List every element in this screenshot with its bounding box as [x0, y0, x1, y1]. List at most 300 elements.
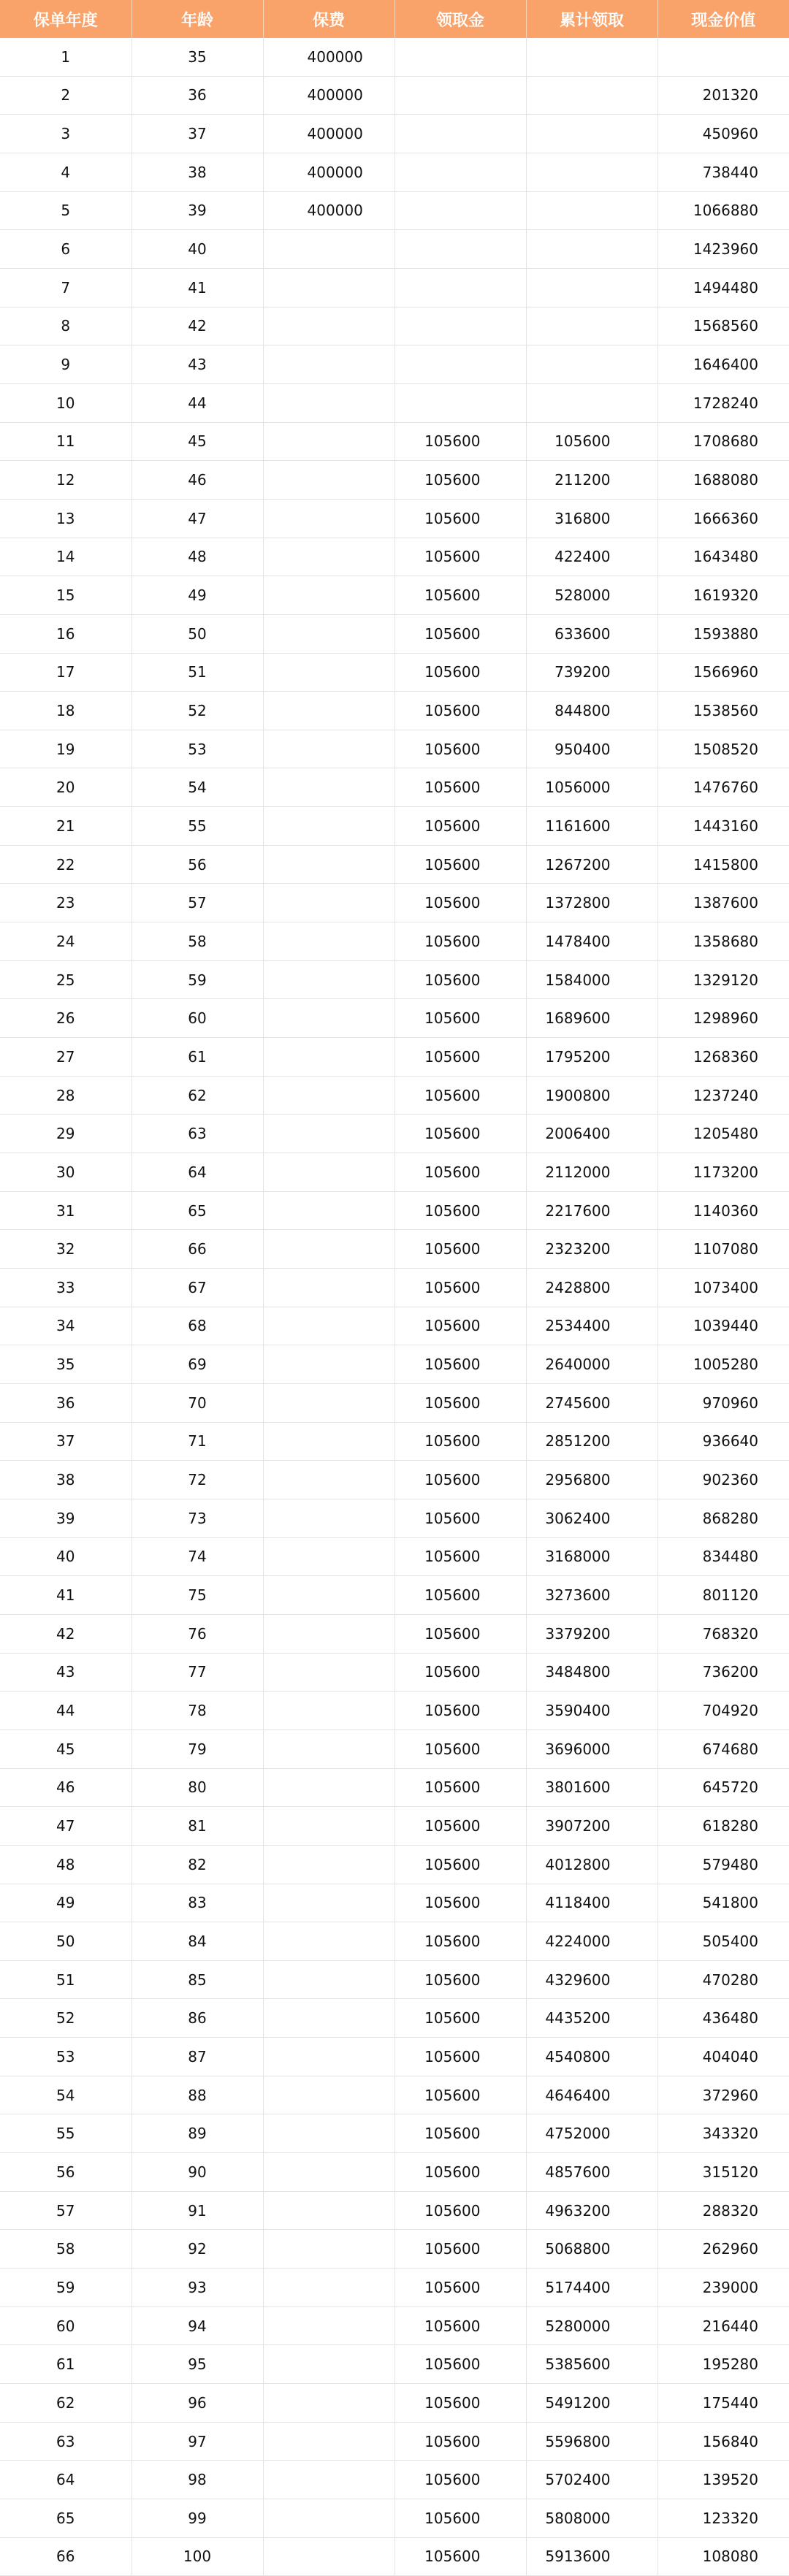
cell-annual-payout: [394, 191, 526, 230]
cell-cumulative-payout: 4224000: [526, 1922, 658, 1961]
cell-annual-payout: 105600: [394, 1230, 526, 1269]
cell-policy-year: 31: [0, 1191, 132, 1230]
cell-cumulative-payout: 3907200: [526, 1807, 658, 1846]
cell-policy-year: 9: [0, 345, 132, 384]
cell-policy-year: 60: [0, 2306, 132, 2345]
cell-cash-value: 1508520: [658, 730, 789, 768]
cell-policy-year: 66: [0, 2537, 132, 2576]
cell-policy-year: 1: [0, 38, 132, 76]
cell-cash-value: 239000: [658, 2269, 789, 2307]
cell-cumulative-payout: 422400: [526, 538, 658, 576]
cell-cash-value: 195280: [658, 2345, 789, 2384]
cell-annual-payout: [394, 345, 526, 384]
cell-cumulative-payout: [526, 153, 658, 191]
table-row: [0, 730, 789, 768]
table-row: [0, 2384, 789, 2423]
cell-annual-payout: 105600: [394, 1345, 526, 1384]
table-row: [0, 576, 789, 615]
cell-cash-value: 436480: [658, 1999, 789, 2038]
cell-cash-value: 1140360: [658, 1191, 789, 1230]
cell-cash-value: 1329120: [658, 960, 789, 999]
cell-age: 56: [132, 845, 263, 884]
table-row: [0, 230, 789, 269]
cell-cumulative-payout: 2745600: [526, 1383, 658, 1422]
cell-premium: [263, 1038, 394, 1077]
header-row: [0, 0, 789, 38]
cell-annual-payout: 105600: [394, 1768, 526, 1807]
cell-policy-year: 6: [0, 230, 132, 269]
cell-annual-payout: 105600: [394, 999, 526, 1038]
table-row: [0, 538, 789, 576]
header-annual-payout: 领取金: [394, 0, 526, 38]
cell-cumulative-payout: 5280000: [526, 2306, 658, 2345]
cell-policy-year: 37: [0, 1422, 132, 1461]
cell-cash-value: 372960: [658, 2076, 789, 2114]
cell-annual-payout: 105600: [394, 1461, 526, 1499]
cell-cash-value: 108080: [658, 2537, 789, 2576]
cell-cumulative-payout: [526, 268, 658, 307]
cell-premium: [263, 653, 394, 692]
cell-annual-payout: 105600: [394, 538, 526, 576]
table-row: [0, 268, 789, 307]
cell-cumulative-payout: 3062400: [526, 1499, 658, 1537]
cell-annual-payout: 105600: [394, 1153, 526, 1192]
cell-age: 54: [132, 768, 263, 807]
cell-premium: [263, 2191, 394, 2230]
cell-policy-year: 33: [0, 1269, 132, 1307]
cell-premium: [263, 2422, 394, 2461]
cell-cash-value: 1688080: [658, 461, 789, 500]
table-row: [0, 2191, 789, 2230]
cell-cumulative-payout: 3273600: [526, 1576, 658, 1615]
cell-cumulative-payout: 1267200: [526, 845, 658, 884]
cell-age: 39: [132, 191, 263, 230]
cell-age: 65: [132, 1191, 263, 1230]
cell-cash-value: 1728240: [658, 383, 789, 422]
table-row: [0, 1537, 789, 1576]
cell-age: 58: [132, 922, 263, 961]
cell-cash-value: 1358680: [658, 922, 789, 961]
cell-age: 99: [132, 2499, 263, 2538]
cell-cash-value: 123320: [658, 2499, 789, 2538]
cell-age: 45: [132, 422, 263, 461]
cell-age: 93: [132, 2269, 263, 2307]
table-row: [0, 2306, 789, 2345]
cell-policy-year: 23: [0, 884, 132, 922]
cell-cash-value: 1173200: [658, 1153, 789, 1192]
header-age: 年龄: [132, 0, 263, 38]
table-row: [0, 845, 789, 884]
cell-annual-payout: 105600: [394, 2345, 526, 2384]
cell-annual-payout: 105600: [394, 922, 526, 961]
cell-policy-year: 65: [0, 2499, 132, 2538]
cell-age: 52: [132, 692, 263, 730]
cell-annual-payout: 105600: [394, 2114, 526, 2153]
cell-cumulative-payout: 105600: [526, 422, 658, 461]
cell-annual-payout: 105600: [394, 2384, 526, 2423]
cell-cumulative-payout: 3168000: [526, 1537, 658, 1576]
table-row: [0, 38, 789, 76]
cell-age: 51: [132, 653, 263, 692]
cell-annual-payout: 105600: [394, 1884, 526, 1922]
cell-annual-payout: 105600: [394, 1807, 526, 1846]
cell-cumulative-payout: 2640000: [526, 1345, 658, 1384]
cell-annual-payout: 105600: [394, 1422, 526, 1461]
table-row: [0, 692, 789, 730]
cell-policy-year: 4: [0, 153, 132, 191]
cell-policy-year: 43: [0, 1653, 132, 1692]
table-row: [0, 1461, 789, 1499]
cell-cumulative-payout: [526, 191, 658, 230]
cell-age: 35: [132, 38, 263, 76]
cell-cumulative-payout: 5702400: [526, 2461, 658, 2499]
cell-policy-year: 64: [0, 2461, 132, 2499]
cell-cumulative-payout: 3590400: [526, 1692, 658, 1730]
cell-premium: [263, 1269, 394, 1307]
cell-annual-payout: 105600: [394, 1115, 526, 1153]
cell-annual-payout: 105600: [394, 2153, 526, 2192]
cell-cumulative-payout: 950400: [526, 730, 658, 768]
cell-cash-value: 768320: [658, 1614, 789, 1653]
table-row: [0, 115, 789, 153]
cell-premium: [263, 2038, 394, 2076]
cell-cumulative-payout: [526, 230, 658, 269]
cell-age: 83: [132, 1884, 263, 1922]
cell-policy-year: 39: [0, 1499, 132, 1537]
cell-cumulative-payout: [526, 38, 658, 76]
cell-cash-value: 343320: [658, 2114, 789, 2153]
cell-age: 71: [132, 1422, 263, 1461]
table-row: [0, 2499, 789, 2538]
cell-policy-year: 36: [0, 1383, 132, 1422]
table-row: [0, 807, 789, 846]
cell-premium: [263, 692, 394, 730]
cell-premium: [263, 1422, 394, 1461]
cell-annual-payout: 105600: [394, 461, 526, 500]
cell-age: 76: [132, 1614, 263, 1653]
cell-cash-value: 1593880: [658, 614, 789, 653]
cell-annual-payout: 105600: [394, 1730, 526, 1768]
cell-age: 100: [132, 2537, 263, 2576]
cell-annual-payout: 105600: [394, 2537, 526, 2576]
cell-policy-year: 55: [0, 2114, 132, 2153]
cell-policy-year: 54: [0, 2076, 132, 2114]
cell-age: 53: [132, 730, 263, 768]
header-cash-value: 现金价值: [658, 0, 789, 38]
cell-annual-payout: [394, 307, 526, 345]
cell-premium: [263, 1115, 394, 1153]
cell-age: 36: [132, 76, 263, 115]
cell-premium: [263, 1191, 394, 1230]
table-row: [0, 1999, 789, 2038]
cell-policy-year: 7: [0, 268, 132, 307]
cell-age: 63: [132, 1115, 263, 1153]
cell-policy-year: 2: [0, 76, 132, 115]
cell-policy-year: 16: [0, 614, 132, 653]
cell-cumulative-payout: 316800: [526, 499, 658, 538]
cell-premium: [263, 730, 394, 768]
table-row: [0, 1345, 789, 1384]
header-cumulative-payout: 累计领取: [526, 0, 658, 38]
cell-cash-value: 288320: [658, 2191, 789, 2230]
cell-age: 92: [132, 2230, 263, 2269]
cell-cumulative-payout: 2217600: [526, 1191, 658, 1230]
cell-annual-payout: [394, 268, 526, 307]
cell-age: 89: [132, 2114, 263, 2153]
table-row: [0, 768, 789, 807]
table-row: [0, 1730, 789, 1768]
table-row: [0, 999, 789, 1038]
cell-cash-value: 156840: [658, 2422, 789, 2461]
cell-cumulative-payout: 1372800: [526, 884, 658, 922]
cell-premium: [263, 1614, 394, 1653]
cell-age: 44: [132, 383, 263, 422]
cell-premium: [263, 1576, 394, 1615]
cell-premium: [263, 1345, 394, 1384]
cell-annual-payout: 105600: [394, 1653, 526, 1692]
cell-age: 59: [132, 960, 263, 999]
cell-premium: [263, 922, 394, 961]
cell-cash-value: 1566960: [658, 653, 789, 692]
cell-premium: [263, 538, 394, 576]
cell-age: 55: [132, 807, 263, 846]
cell-cumulative-payout: 1584000: [526, 960, 658, 999]
cell-premium: [263, 1076, 394, 1115]
cell-age: 87: [132, 2038, 263, 2076]
cell-cash-value: 618280: [658, 1807, 789, 1846]
cell-annual-payout: 105600: [394, 1076, 526, 1115]
cell-annual-payout: 105600: [394, 2038, 526, 2076]
cell-cumulative-payout: 633600: [526, 614, 658, 653]
cell-cumulative-payout: 2428800: [526, 1269, 658, 1307]
cell-age: 67: [132, 1269, 263, 1307]
cell-cash-value: 450960: [658, 115, 789, 153]
cell-cumulative-payout: 5068800: [526, 2230, 658, 2269]
cell-policy-year: 34: [0, 1307, 132, 1345]
cell-cumulative-payout: [526, 345, 658, 384]
table-row: [0, 153, 789, 191]
cell-annual-payout: 105600: [394, 653, 526, 692]
cell-cumulative-payout: 1900800: [526, 1076, 658, 1115]
cell-premium: [263, 2499, 394, 2538]
cell-age: 78: [132, 1692, 263, 1730]
cell-annual-payout: 105600: [394, 2461, 526, 2499]
table-row: [0, 1614, 789, 1653]
cell-cumulative-payout: 5913600: [526, 2537, 658, 2576]
cell-cumulative-payout: 5385600: [526, 2345, 658, 2384]
cell-premium: [263, 884, 394, 922]
cell-age: 57: [132, 884, 263, 922]
table-row: [0, 1576, 789, 1615]
cell-age: 37: [132, 115, 263, 153]
cell-cash-value: 801120: [658, 1576, 789, 1615]
cell-cash-value: 1643480: [658, 538, 789, 576]
cell-annual-payout: 105600: [394, 2269, 526, 2307]
table-row: [0, 1307, 789, 1345]
cell-cash-value: 902360: [658, 1461, 789, 1499]
cell-annual-payout: 105600: [394, 807, 526, 846]
cell-annual-payout: 105600: [394, 1999, 526, 2038]
header-policy-year: 保单年度: [0, 0, 132, 38]
cell-age: 42: [132, 307, 263, 345]
cell-premium: [263, 2537, 394, 2576]
cell-age: 70: [132, 1383, 263, 1422]
cell-policy-year: 59: [0, 2269, 132, 2307]
cell-cumulative-payout: 5174400: [526, 2269, 658, 2307]
cell-premium: [263, 1845, 394, 1884]
cell-policy-year: 15: [0, 576, 132, 615]
cell-policy-year: 24: [0, 922, 132, 961]
cell-cash-value: 1237240: [658, 1076, 789, 1115]
cell-premium: [263, 1499, 394, 1537]
cell-annual-payout: [394, 76, 526, 115]
cell-annual-payout: 105600: [394, 2306, 526, 2345]
cell-annual-payout: 105600: [394, 1383, 526, 1422]
cell-cash-value: 834480: [658, 1537, 789, 1576]
cell-cash-value: 1205480: [658, 1115, 789, 1153]
cell-premium: [263, 1692, 394, 1730]
table-row: [0, 2076, 789, 2114]
cell-policy-year: 35: [0, 1345, 132, 1384]
cell-premium: [263, 1922, 394, 1961]
cell-cash-value: 470280: [658, 1960, 789, 1999]
cell-age: 85: [132, 1960, 263, 1999]
cell-annual-payout: 105600: [394, 845, 526, 884]
cell-cumulative-payout: 3801600: [526, 1768, 658, 1807]
cell-cash-value: 936640: [658, 1422, 789, 1461]
cell-premium: [263, 2345, 394, 2384]
cell-cumulative-payout: [526, 115, 658, 153]
cell-cumulative-payout: 4752000: [526, 2114, 658, 2153]
cell-premium: [263, 1730, 394, 1768]
cell-premium: 400000: [263, 153, 394, 191]
cell-cumulative-payout: 2534400: [526, 1307, 658, 1345]
cell-cumulative-payout: 5491200: [526, 2384, 658, 2423]
cell-annual-payout: 105600: [394, 1922, 526, 1961]
cell-policy-year: 44: [0, 1692, 132, 1730]
table-row: [0, 2345, 789, 2384]
cell-cumulative-payout: 4118400: [526, 1884, 658, 1922]
cell-cash-value: 970960: [658, 1383, 789, 1422]
table-row: [0, 1269, 789, 1307]
cell-cumulative-payout: 1478400: [526, 922, 658, 961]
cell-age: 94: [132, 2306, 263, 2345]
cell-cumulative-payout: 2956800: [526, 1461, 658, 1499]
cell-cumulative-payout: 1689600: [526, 999, 658, 1038]
cell-annual-payout: 105600: [394, 2422, 526, 2461]
cell-policy-year: 38: [0, 1461, 132, 1499]
cell-age: 82: [132, 1845, 263, 1884]
cell-policy-year: 17: [0, 653, 132, 692]
table-row: [0, 1076, 789, 1115]
cell-policy-year: 10: [0, 383, 132, 422]
cell-cash-value: 1538560: [658, 692, 789, 730]
cell-age: 75: [132, 1576, 263, 1615]
cell-annual-payout: 105600: [394, 1614, 526, 1653]
table-row: [0, 191, 789, 230]
cell-cash-value: 579480: [658, 1845, 789, 1884]
cell-policy-year: 63: [0, 2422, 132, 2461]
cell-policy-year: 21: [0, 807, 132, 846]
cell-cumulative-payout: 739200: [526, 653, 658, 692]
cell-age: 40: [132, 230, 263, 269]
cell-policy-year: 19: [0, 730, 132, 768]
cell-policy-year: 52: [0, 1999, 132, 2038]
table-row: [0, 1499, 789, 1537]
cell-premium: [263, 999, 394, 1038]
cell-policy-year: 42: [0, 1614, 132, 1653]
cell-age: 98: [132, 2461, 263, 2499]
cell-cumulative-payout: 2006400: [526, 1115, 658, 1153]
cell-premium: [263, 1230, 394, 1269]
cell-premium: [263, 383, 394, 422]
cell-age: 81: [132, 1807, 263, 1846]
table-body: [0, 38, 789, 2576]
cell-cumulative-payout: 4646400: [526, 2076, 658, 2114]
cell-cumulative-payout: 844800: [526, 692, 658, 730]
cell-cumulative-payout: 4857600: [526, 2153, 658, 2192]
cell-cumulative-payout: 1161600: [526, 807, 658, 846]
cell-annual-payout: [394, 38, 526, 76]
cell-annual-payout: 105600: [394, 1845, 526, 1884]
table-row: [0, 1807, 789, 1846]
cell-annual-payout: [394, 153, 526, 191]
cell-cash-value: 505400: [658, 1922, 789, 1961]
table-row: [0, 345, 789, 384]
cell-cumulative-payout: 1795200: [526, 1038, 658, 1077]
cell-cumulative-payout: 2851200: [526, 1422, 658, 1461]
table-row: [0, 383, 789, 422]
cell-annual-payout: 105600: [394, 422, 526, 461]
cell-cash-value: 1568560: [658, 307, 789, 345]
cell-policy-year: 13: [0, 499, 132, 538]
cell-annual-payout: 105600: [394, 2499, 526, 2538]
cell-premium: [263, 614, 394, 653]
table-row: [0, 1653, 789, 1692]
cell-premium: [263, 1537, 394, 1576]
cell-premium: [263, 1768, 394, 1807]
cell-premium: [263, 461, 394, 500]
cell-age: 38: [132, 153, 263, 191]
table-row: [0, 1422, 789, 1461]
cell-premium: [263, 422, 394, 461]
cell-policy-year: 58: [0, 2230, 132, 2269]
cell-cash-value: 1443160: [658, 807, 789, 846]
cell-premium: 400000: [263, 76, 394, 115]
cell-age: 48: [132, 538, 263, 576]
cell-annual-payout: 105600: [394, 2076, 526, 2114]
cell-age: 69: [132, 1345, 263, 1384]
cell-age: 66: [132, 1230, 263, 1269]
table-row: [0, 884, 789, 922]
cell-annual-payout: 105600: [394, 1307, 526, 1345]
cell-premium: [263, 576, 394, 615]
cell-cumulative-payout: 528000: [526, 576, 658, 615]
cell-age: 74: [132, 1537, 263, 1576]
table-row: [0, 2153, 789, 2192]
cell-age: 80: [132, 1768, 263, 1807]
cell-premium: [263, 230, 394, 269]
table-row: [0, 422, 789, 461]
cell-age: 77: [132, 1653, 263, 1692]
cell-age: 91: [132, 2191, 263, 2230]
cell-age: 60: [132, 999, 263, 1038]
cell-policy-year: 26: [0, 999, 132, 1038]
cell-cash-value: 1423960: [658, 230, 789, 269]
cell-cash-value: 541800: [658, 1884, 789, 1922]
cell-cumulative-payout: 4329600: [526, 1960, 658, 1999]
cell-premium: [263, 845, 394, 884]
